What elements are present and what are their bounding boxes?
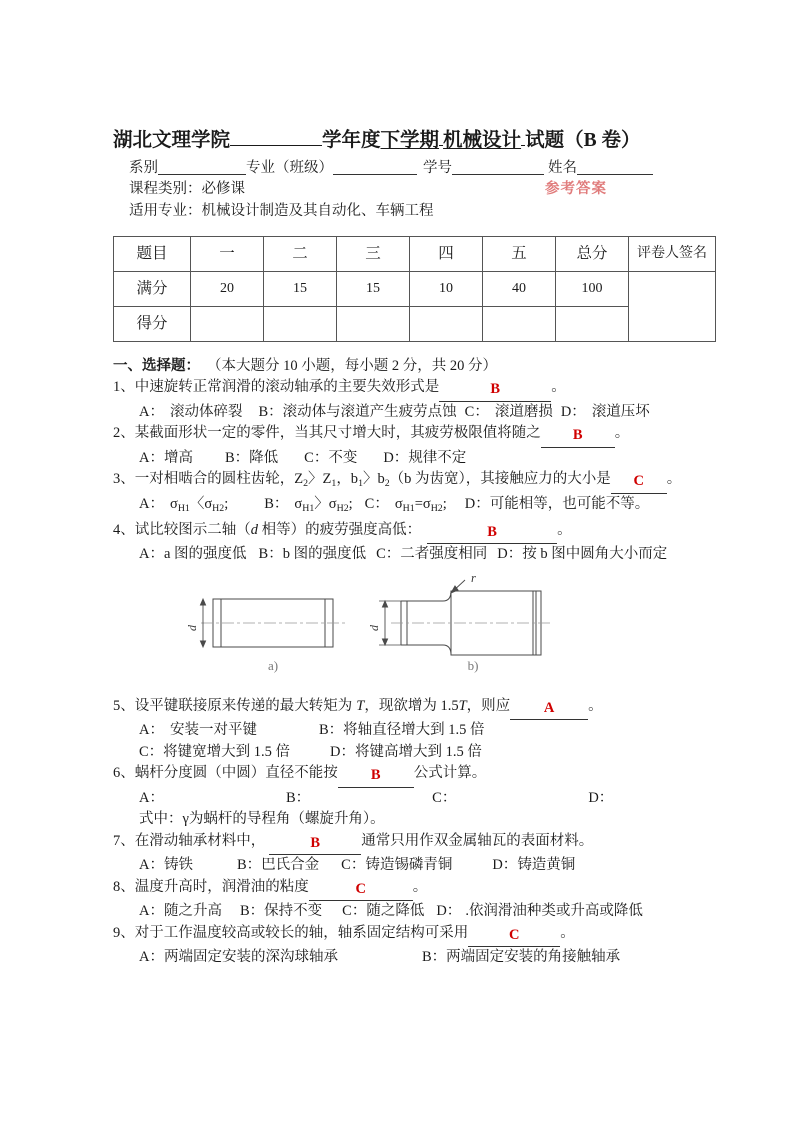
q6-opt-c-key[interactable]: C： — [432, 789, 457, 806]
q5-t-symbol-1: T — [356, 697, 365, 714]
applicable-value: 机械设计制造及其自动化、车辆工程 — [201, 203, 434, 219]
q3-opt-d-text[interactable]: 可能相等，也可能不等。 — [489, 496, 650, 513]
q3-sigma-c1: σ — [394, 496, 403, 513]
student-no-label: 学号 — [423, 160, 452, 176]
q6-text: 蜗杆分度圆（中圆）直径不能按 — [134, 765, 338, 781]
course-type-label: 课程类别： — [129, 181, 202, 197]
q2-opt-b-key: B： — [224, 449, 250, 466]
q9-text: 对于工作温度较高或较长的轴，轴系固定结构可采用 — [134, 924, 469, 941]
header-item-5: 五 — [483, 237, 556, 272]
q4-d-symbol: d — [250, 521, 258, 538]
q4-opt-b-text[interactable]: b 图的强度低 — [282, 546, 367, 562]
q3-sub-3: 1 — [358, 477, 363, 489]
q4-opt-d-text[interactable]: 按 b 图中圆角大小而定 — [522, 546, 668, 562]
q9-number: 9、 — [113, 924, 135, 941]
earned-2[interactable] — [264, 307, 337, 342]
q3-paren: （b 为齿宽） — [389, 471, 466, 487]
question-1-stem — [113, 377, 691, 402]
q3-sub-h1-b: H1 — [302, 503, 315, 514]
q1-opt-d-key: D： — [560, 403, 586, 420]
q3-b2: b — [377, 471, 385, 487]
q8-period: 。 — [412, 878, 428, 895]
q7-text: 在滑动轴承材料中， — [134, 832, 266, 849]
q3-opt-a-key: A： — [139, 496, 164, 513]
q3-gt-1: 〉 — [308, 471, 323, 487]
q4-opt-a-key: A： — [139, 546, 164, 562]
applicable-major-line — [113, 201, 691, 222]
q3-tail: ，其接触应力的大小是 — [465, 471, 611, 487]
q7-opt-b-key: B： — [236, 857, 262, 873]
q3-opt-c-key: C： — [364, 496, 389, 513]
section-meta: （本大题分 10 小题，每小题 2 分，共 20 分） — [207, 358, 497, 374]
q2-opt-a-key: A： — [139, 449, 164, 466]
shaft-b-fillet-bottom — [443, 645, 451, 655]
q3-semi-c: ; — [442, 496, 447, 513]
question-5-stem — [113, 696, 691, 721]
q3-sub-2: 1 — [331, 477, 337, 489]
q3-z1: Z — [322, 471, 332, 487]
q8-opt-b-key: B： — [239, 903, 265, 919]
q1-opt-a-text[interactable]: 滚动体碎裂 — [169, 403, 243, 420]
q8-number: 8、 — [113, 878, 135, 895]
question-6-stem — [113, 763, 691, 788]
q2-opt-a-text[interactable]: 增高 — [163, 449, 193, 466]
q9-period: 。 — [560, 924, 575, 941]
q7-opt-a-text[interactable]: 铸铁 — [163, 857, 193, 873]
question-4-options — [113, 544, 691, 566]
applicable-label: 适用专业： — [129, 203, 202, 219]
q3-sigma-a1: σ — [169, 496, 178, 513]
q6-opt-b-key[interactable]: B： — [285, 789, 311, 806]
q5-opt-b-text[interactable]: 将轴直径增大到 1.5 倍 — [343, 722, 485, 738]
title-after-blank: 学年度 — [322, 130, 381, 151]
q5-opt-a-text[interactable]: 安装一对平键 — [169, 722, 257, 738]
q4-period: 。 — [557, 521, 572, 538]
header-total: 总分 — [556, 237, 629, 272]
q8-opt-a-text[interactable]: 随之升高 — [163, 903, 222, 919]
q3-sub-h2-a: H2 — [212, 503, 225, 514]
question-3-stem — [113, 469, 691, 494]
q7-opt-c-text[interactable]: 铸造锡磷青铜 — [365, 857, 453, 873]
q7-answer-blank[interactable]: B — [269, 833, 361, 856]
q4-text: 试比较图示二轴（ — [134, 521, 251, 538]
course-type-line — [113, 179, 691, 201]
q6-number: 6、 — [113, 765, 135, 781]
q9-opt-b-key: B： — [421, 949, 447, 965]
shaft-b-dim-label: d — [367, 624, 381, 631]
page-title — [113, 128, 691, 154]
q3-sigma-b2: σ — [328, 496, 337, 513]
q2-period: 。 — [614, 425, 630, 441]
q7-opt-d-key: D： — [492, 857, 518, 873]
name-label: 姓名 — [548, 160, 577, 176]
q3-lt: 〈 — [189, 496, 205, 513]
q3-gt: 〉 — [314, 496, 329, 513]
course-type-value: 必修课 — [201, 181, 245, 197]
student-info-line — [113, 158, 691, 179]
earned-4[interactable] — [410, 307, 483, 342]
q1-opt-b-text[interactable]: 滚动体与滚道产生疲劳点蚀 — [282, 403, 457, 420]
q8-answer-blank[interactable]: C — [309, 879, 413, 902]
q3-semi-b: ; — [348, 496, 353, 513]
q8-opt-a-key: A： — [139, 903, 164, 919]
shaft-b-caption: b) — [467, 657, 479, 673]
section-number: 一、 — [113, 358, 142, 374]
course-name: 机械设计 — [443, 130, 522, 151]
q2-answer-blank[interactable]: B — [541, 425, 615, 448]
section-heading — [113, 355, 691, 377]
row-label-fullscore: 满分 — [114, 272, 191, 307]
q5-number: 5、 — [113, 697, 135, 714]
question-9-stem — [113, 923, 691, 948]
q7-opt-d-text[interactable]: 铸造黄铜 — [517, 857, 576, 873]
q3-eq: = — [414, 496, 423, 513]
section-title: 选择题： — [142, 358, 200, 374]
question-6-note: 式中：γ为蜗杆的导程角（螺旋升角）。 — [139, 811, 385, 827]
q1-period: 。 — [551, 379, 566, 395]
q3-sigma-a2: σ — [204, 496, 213, 513]
question-7-stem — [113, 831, 691, 856]
fullscore-total: 100 — [556, 272, 629, 307]
q4-opt-c-text[interactable]: 二者强度相同 — [400, 546, 488, 562]
q3-text-a: 一对相啮合的圆柱齿轮，Z — [134, 471, 304, 487]
q7-opt-b-text[interactable]: 巴氏合金 — [261, 857, 320, 873]
header-signature: 评卷人签名 — [629, 237, 716, 272]
question-7-options — [113, 855, 691, 877]
fullscore-4: 10 — [410, 272, 483, 307]
q7-opt-c-key: C： — [341, 857, 366, 873]
q3-sub-4: 2 — [384, 477, 390, 489]
q5-answer-blank[interactable]: A — [510, 698, 588, 721]
q1-opt-b-key: B： — [258, 403, 283, 420]
q3-sub-h1-a: H1 — [177, 503, 190, 514]
q8-opt-c-text[interactable]: 随之降低 — [366, 903, 425, 919]
earned-5[interactable] — [483, 307, 556, 342]
q3-sub-1: 2 — [303, 477, 309, 489]
fullscore-1: 20 — [191, 272, 264, 307]
question-8-stem — [113, 877, 691, 902]
question-5-options-row2 — [113, 742, 691, 764]
score-table — [113, 236, 716, 342]
q7-opt-a-key: A： — [139, 857, 164, 873]
question-4-stem — [113, 520, 691, 545]
q2-opt-b-text[interactable]: 降低 — [249, 449, 279, 466]
earned-3[interactable] — [337, 307, 410, 342]
q4-text-2: 相等）的疲劳强度高低： — [258, 521, 422, 538]
q3-gt-2: 〉 — [362, 471, 378, 487]
shaft-diagram-svg — [173, 574, 593, 682]
shaft-a-dim-label: d — [185, 624, 199, 631]
q5-opt-b-key: B： — [318, 722, 344, 738]
q4-opt-d-key: D： — [497, 546, 523, 562]
q3-sub-h1-c: H1 — [402, 503, 415, 514]
q3-sigma-b1: σ — [294, 496, 303, 513]
q3-opt-b-key: B： — [264, 496, 289, 513]
q9-opt-a-key: A： — [139, 949, 164, 965]
q1-opt-a-key: A： — [139, 403, 164, 420]
q6-text-after: 公式计算。 — [413, 765, 487, 781]
q1-number: 1、 — [113, 379, 135, 395]
earned-1[interactable] — [191, 307, 264, 342]
q6-opt-d-key[interactable]: D： — [588, 789, 614, 806]
q3-comma: ，b — [336, 471, 359, 487]
q1-opt-c-text[interactable]: 滚道磨损 — [494, 403, 553, 420]
q2-opt-d-key: D： — [383, 449, 409, 466]
q4-answer-blank[interactable]: B — [427, 522, 557, 545]
header-item-2: 二 — [264, 237, 337, 272]
q3-answer-blank[interactable]: C — [611, 471, 667, 494]
question-2-options — [113, 448, 691, 470]
q5-opt-c-key: C： — [139, 743, 164, 760]
q2-text: 某截面形状一定的零件，当其尺寸增大时，其疲劳极限值将随之 — [134, 425, 541, 441]
q3-sub-h2-c: H2 — [430, 503, 443, 514]
q3-period: 。 — [666, 471, 682, 487]
header-item-1: 一 — [191, 237, 264, 272]
q8-text: 温度升高时，润滑油的粘度 — [134, 878, 309, 895]
header-item-4: 四 — [410, 237, 483, 272]
dept-label: 系别 — [129, 160, 158, 176]
q7-number: 7、 — [113, 832, 135, 849]
q9-opt-b-text[interactable]: 两端固定安装的角接触轴承 — [446, 949, 621, 965]
q9-opt-a-text[interactable]: 两端固定安装的深沟球轴承 — [163, 949, 338, 965]
question-8-options — [113, 901, 691, 923]
q8-opt-d-key: D： — [436, 903, 462, 919]
q5-period: 。 — [588, 697, 603, 714]
paper-label: 试题（B 卷） — [525, 130, 641, 151]
q4-opt-c-key: C： — [376, 546, 401, 562]
q7-text-after: 通常只用作双金属轴瓦的表面材料。 — [361, 832, 594, 849]
q2-opt-c-text[interactable]: 不变 — [328, 449, 358, 466]
q5-text-2: ，现欲增为 1.5 — [364, 697, 459, 714]
question-6-options — [113, 788, 691, 810]
school-name: 湖北文理学院 — [113, 130, 231, 151]
q4-opt-b-key: B： — [258, 546, 283, 562]
signature-cell[interactable] — [629, 272, 716, 342]
fullscore-5: 40 — [483, 272, 556, 307]
question-3-options — [113, 494, 691, 519]
q5-text: 设平键联接原来传递的最大转矩为 — [134, 697, 353, 714]
table-row-fullscore — [114, 272, 716, 307]
q6-opt-a-key[interactable]: A： — [139, 789, 164, 806]
q3-sub-h2-b: H2 — [336, 503, 349, 514]
q8-opt-b-text[interactable]: 保持不变 — [264, 903, 323, 919]
year-blank[interactable] — [230, 128, 322, 146]
shaft-b-fillet-top — [443, 591, 451, 601]
q3-opt-d-key: D： — [464, 496, 490, 513]
major-blank[interactable] — [333, 160, 417, 175]
reference-answer-stamp: 参考答案 — [545, 181, 607, 197]
q6-answer-blank[interactable]: B — [338, 765, 414, 788]
shaft-b-fillet-label: r — [471, 573, 476, 585]
q1-answer-blank[interactable]: B — [439, 379, 551, 402]
q4-number: 4、 — [113, 521, 135, 538]
table-row-header — [114, 237, 716, 272]
q1-opt-c-key: C： — [464, 403, 489, 420]
q2-opt-d-text[interactable]: 规律不定 — [408, 449, 467, 466]
q2-opt-c-key: C： — [304, 449, 329, 466]
term-label: 下学期 — [380, 130, 440, 151]
dept-blank[interactable] — [158, 160, 246, 175]
q8-opt-c-key: C： — [342, 903, 367, 919]
q3-number: 3、 — [113, 471, 135, 487]
student-no-blank[interactable] — [452, 160, 544, 175]
q1-opt-d-text[interactable]: 滚道压坏 — [591, 403, 650, 420]
question-1-options — [113, 402, 691, 424]
q1-text: 中速旋转正常润滑的滚动轴承的主要失效形式是 — [134, 379, 440, 395]
name-blank[interactable] — [577, 160, 653, 175]
shaft-comparison-figure — [113, 574, 691, 682]
earned-total[interactable] — [556, 307, 629, 342]
q5-opt-d-key: D： — [330, 743, 356, 760]
q5-t-symbol-2: T — [458, 697, 467, 714]
header-item-3: 三 — [337, 237, 410, 272]
fullscore-2: 15 — [264, 272, 337, 307]
q5-opt-d-text[interactable]: 将键高增大到 1.5 倍 — [355, 743, 482, 760]
fullscore-3: 15 — [337, 272, 410, 307]
q5-opt-a-key: A： — [139, 722, 164, 738]
q5-text-3: ，则应 — [466, 697, 511, 714]
question-9-options — [113, 947, 691, 969]
shaft-a-caption: a) — [267, 657, 279, 673]
question-5-options-row1 — [113, 720, 691, 742]
table-row-earned — [114, 307, 716, 342]
q3-semi-a: ; — [224, 496, 229, 513]
row-label-item: 题目 — [114, 237, 191, 272]
question-2-stem — [113, 423, 691, 448]
q2-number: 2、 — [113, 425, 135, 441]
page-content — [113, 128, 707, 969]
q4-opt-a-text[interactable]: a 图的强度低 — [163, 546, 247, 562]
q8-opt-d-text[interactable]: .依润滑油种类或升高或降低 — [465, 903, 643, 919]
q5-opt-c-text[interactable]: 将键宽增大到 1.5 倍 — [163, 743, 291, 760]
row-label-earned: 得分 — [114, 307, 191, 342]
q9-answer-blank[interactable]: C — [468, 925, 560, 948]
major-label: 专业（班级） — [246, 160, 333, 176]
q3-sigma-c2: σ — [422, 496, 431, 513]
